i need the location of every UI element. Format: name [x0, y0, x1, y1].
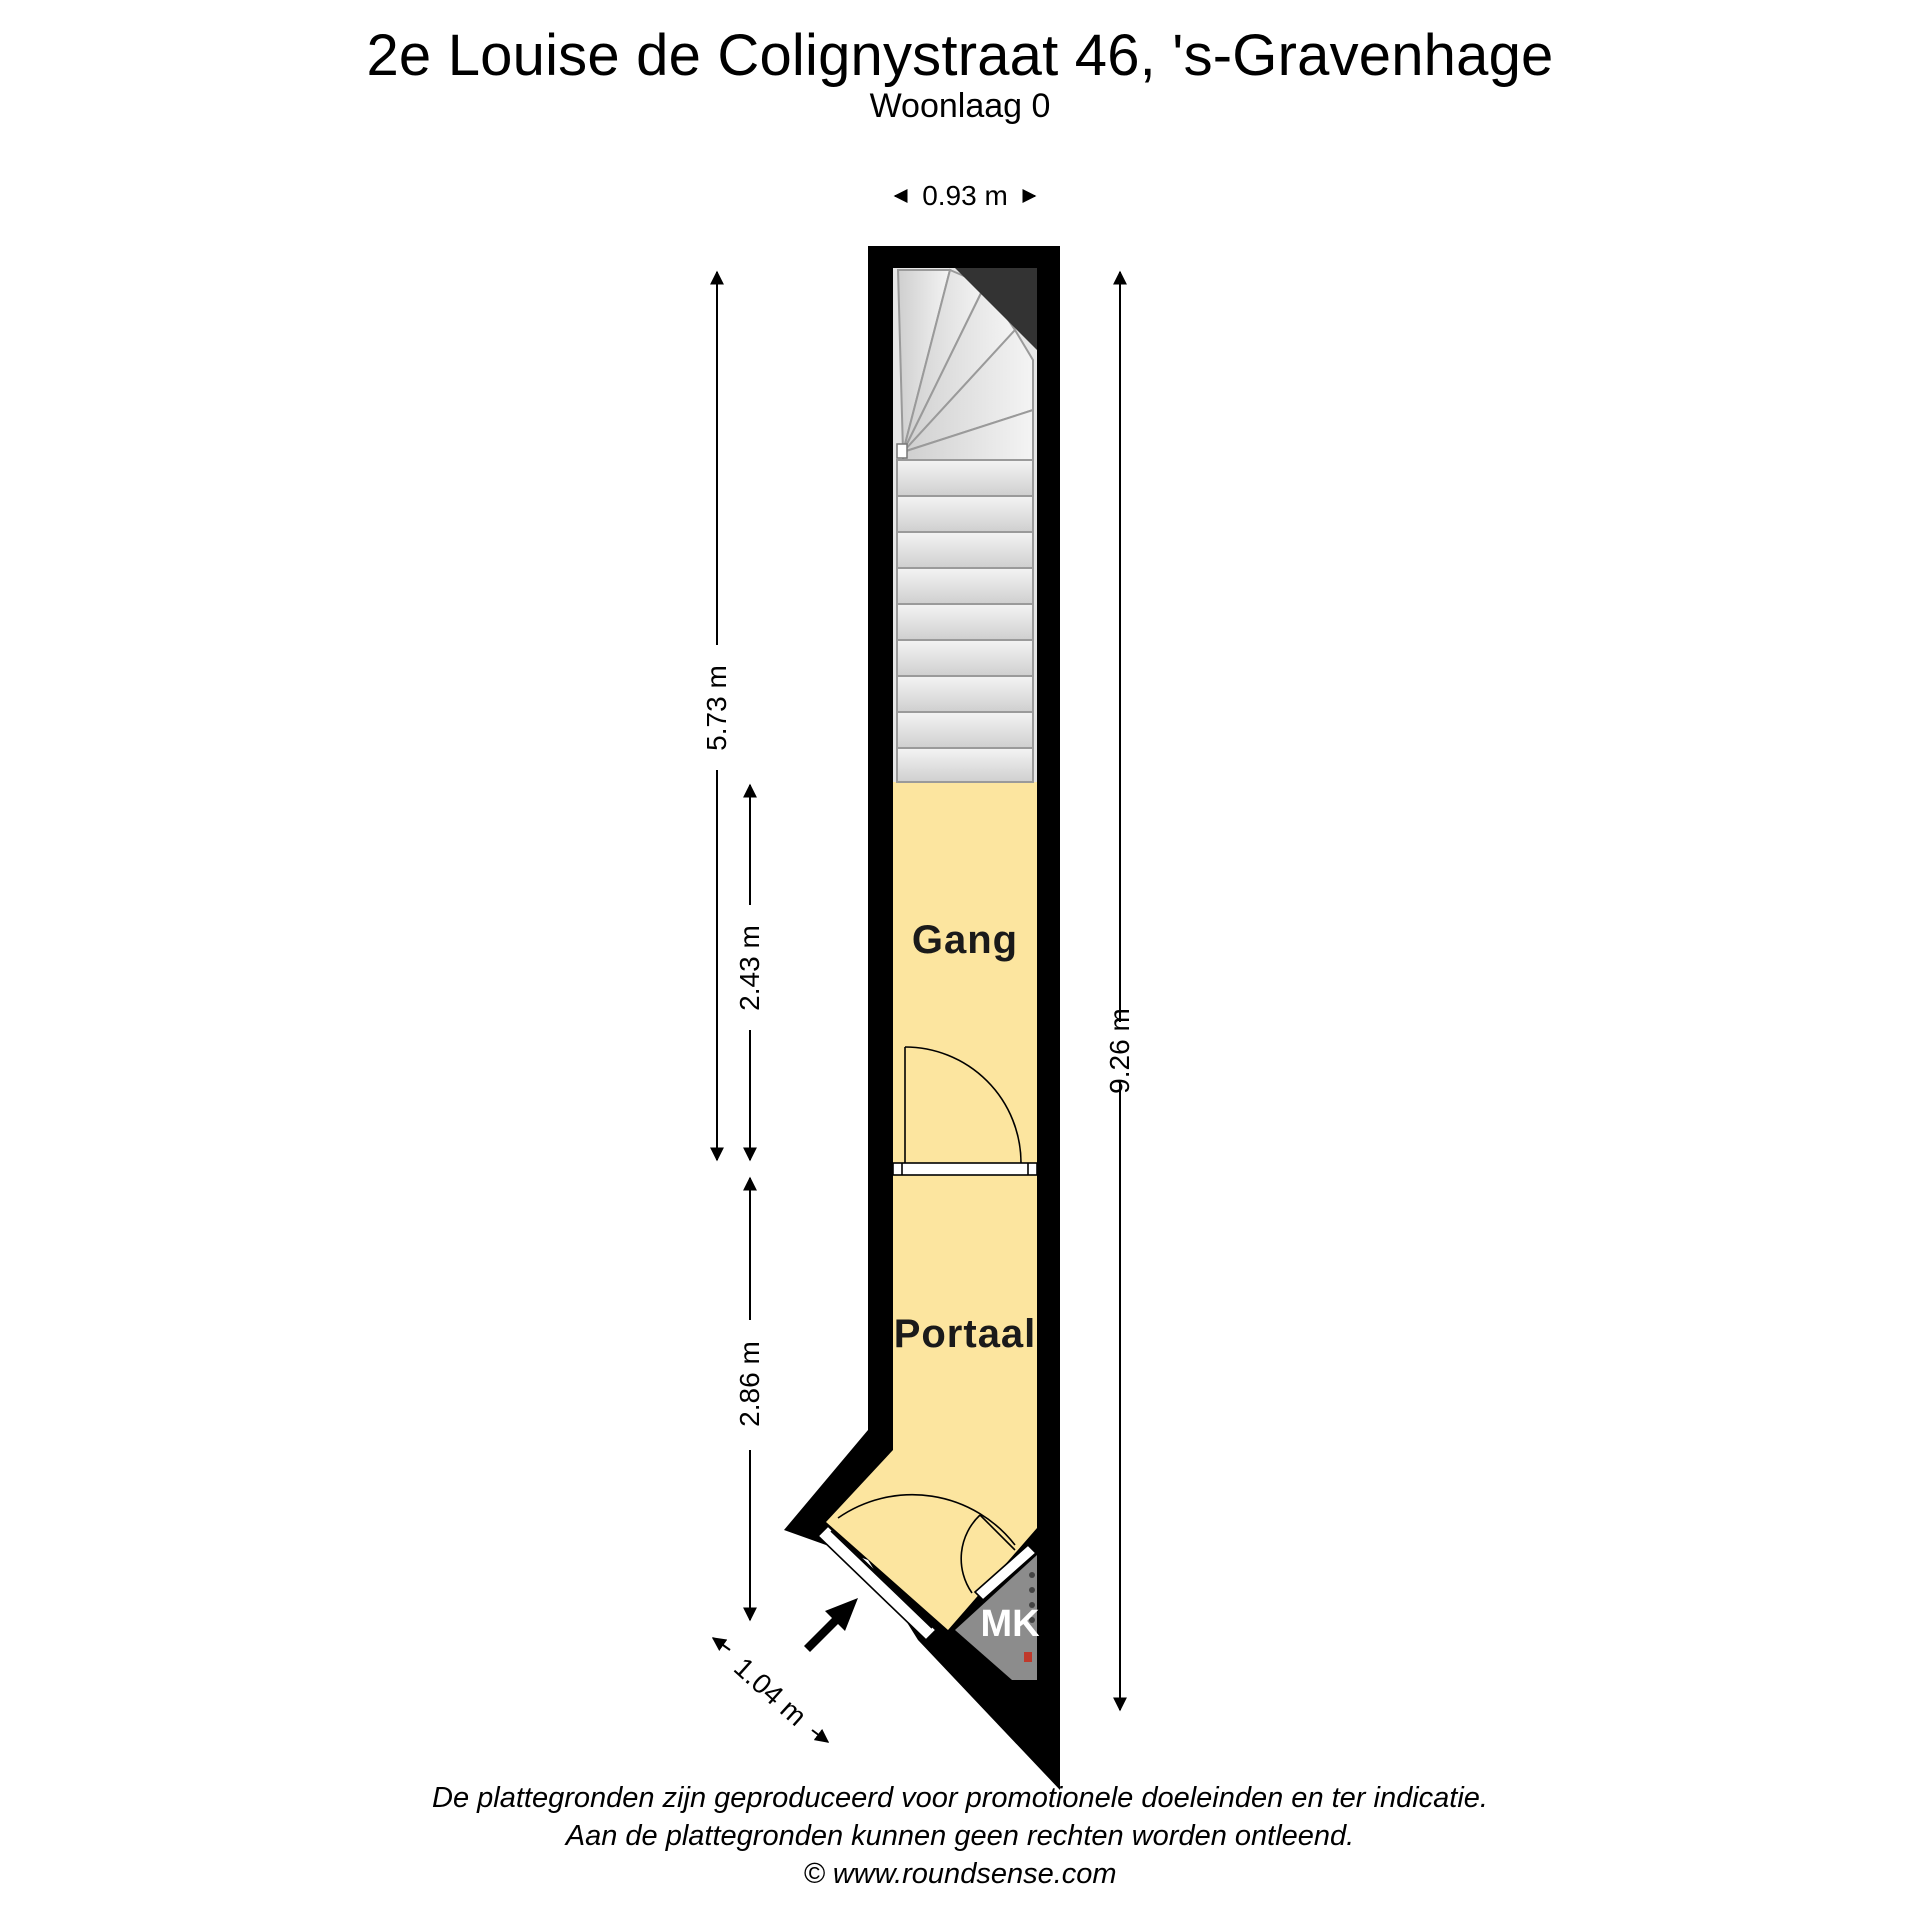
dimension-gang-length: 2.43 m	[734, 925, 765, 1011]
floor-level-subtitle: Woonlaag 0	[869, 87, 1051, 125]
room-label-gang: Gang	[911, 918, 1019, 962]
room-label-portaal: Portaal	[893, 1312, 1037, 1356]
page-title: 2e Louise de Colignystraat 46, 's-Gravenhage	[366, 23, 1554, 88]
dimension-entrance-width: 1.04 m	[728, 1651, 813, 1732]
disclaimer-line-1: De plattegronden zijn geproduceerd voor promotionele doeleinden en ter indicatie.	[432, 1782, 1488, 1814]
dimension-portaal-length: 2.86 m	[734, 1341, 765, 1427]
dimension-width-top: 0.93 m	[922, 180, 1008, 211]
dimension-total-height: 9.26 m	[1104, 1008, 1135, 1094]
stair-steps	[897, 270, 1033, 782]
disclaimer-line-2: Aan de plattegronden kunnen geen rechten worden ontleend.	[565, 1820, 1355, 1852]
dimension-stair-section: 5.73 m	[701, 665, 732, 751]
copyright-line: © www.roundsense.com	[803, 1858, 1117, 1890]
room-label-mk: MK	[980, 1603, 1040, 1645]
entrance-arrow	[804, 1598, 858, 1652]
